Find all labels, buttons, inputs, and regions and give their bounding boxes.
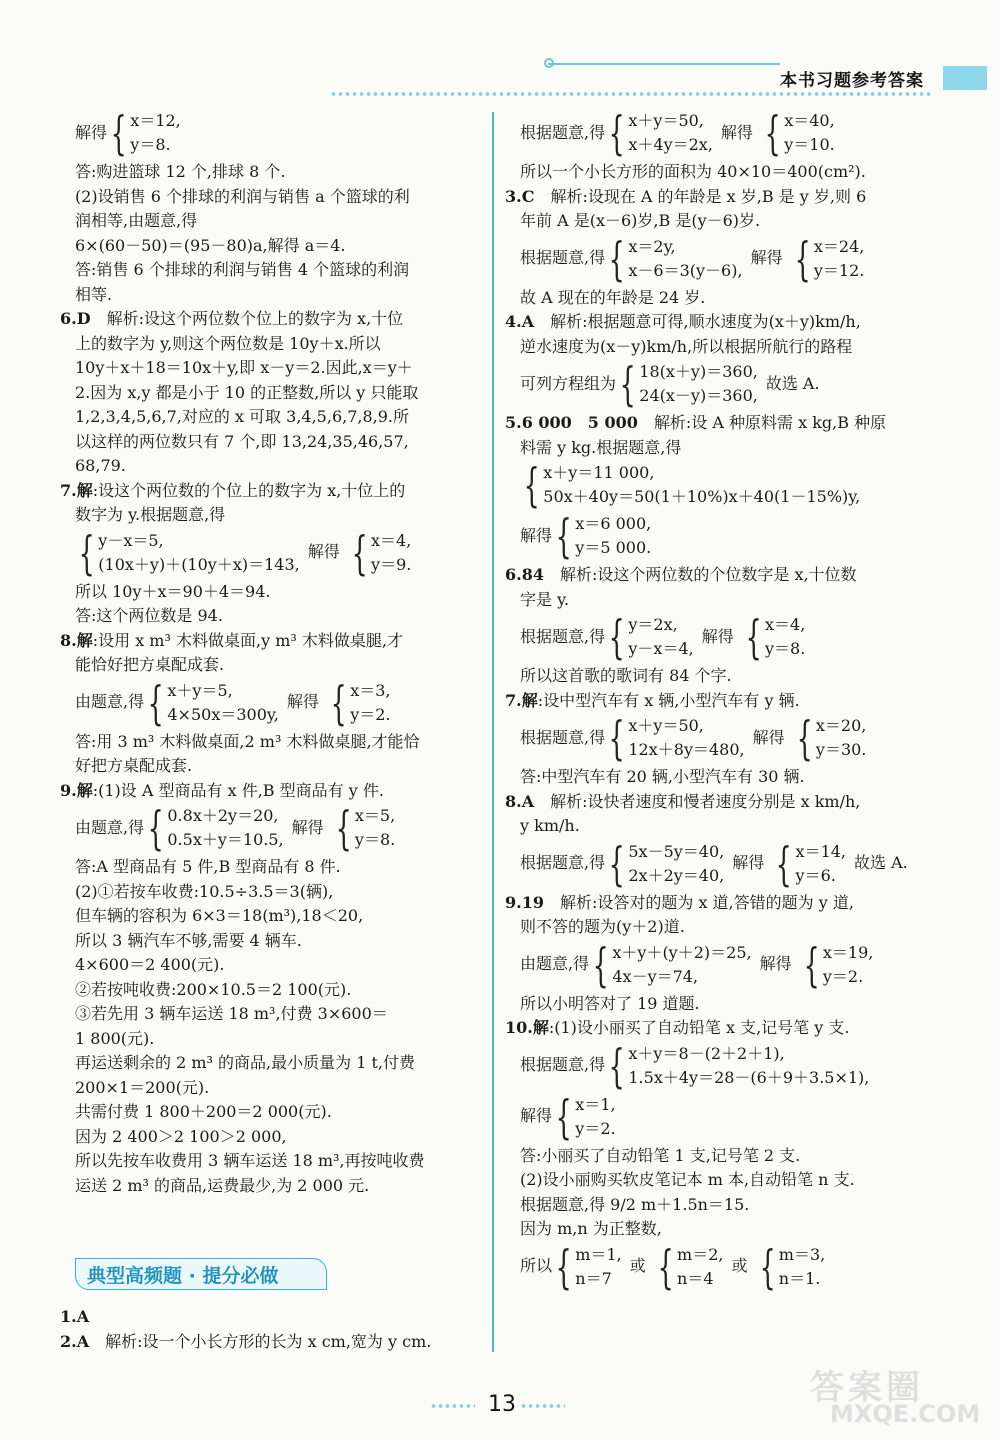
brace: { [775, 836, 792, 891]
equation-system: 根据题意,得 { 5x－5y＝40, 2x＋2y＝40, 解得 { x＝14, y＝6. 故选 A. [520, 836, 908, 891]
question-8: 8.解:设用 x m³ 木料做桌面,y m³ 木料做桌腿,才 [60, 630, 403, 650]
question-10: 10.解:(1)设小丽买了自动铅笔 x 支,记号笔 y 支. [505, 1018, 850, 1037]
question-6: 6.84 解析:设这个两位数的个位数字是 x,十位数 [505, 565, 857, 584]
question-6: 6.D 解析:设这个两位数个位上的数字为 x,十位 [60, 309, 404, 328]
section-title: 典型高频题 · 提分必做 [87, 1265, 279, 1287]
question-3: 3.C 解析:设现在 A 的年龄是 x 岁,B 是 y 岁,则 6 [505, 186, 867, 206]
equation-system: 所以 { m＝1, n＝7 或 { m＝2, n＝4 或 { m＝3, n＝1. [520, 1239, 826, 1294]
brace: { [147, 801, 164, 855]
brace: { [147, 675, 164, 730]
equation-system: 根据题意,得 { x＋y＝50, x＋4y＝2x, 解得 { x＝40, y＝10. [520, 106, 835, 160]
text-line: 6×(60－50)＝(95－80)a,解得 a＝4. [75, 235, 346, 255]
question-7: 7.解:设这个两位数的个位上的数字为 x,十位上的 [60, 480, 406, 500]
header-dotted-rule [330, 92, 930, 96]
brace: { [619, 357, 636, 411]
brace: { [608, 231, 625, 286]
equation-system: 根据题意,得 { x＝2y, x－6＝3(y－6), 解得 { x＝24, y＝12. [520, 231, 865, 286]
equation-system: 解得 { x＝6 000, y＝5 000. [520, 509, 652, 563]
brace: { [351, 525, 368, 580]
brace: { [555, 509, 572, 563]
brace: { [330, 675, 347, 730]
brace: { [555, 1239, 572, 1294]
equation-system: 可列方程组为 { 18(x＋y)＝360, 24(x－y)＝360, 故选 A. [520, 357, 820, 411]
header-ornament-line [548, 63, 780, 65]
brace: { [608, 610, 625, 664]
brace: { [796, 711, 813, 765]
equation-system: 根据题意,得 { y＝2x, y－x＝4, 解得 { x＝4, y＝8. [520, 610, 806, 664]
brace: { [608, 836, 625, 891]
brace: { [608, 1038, 625, 1093]
text-line: (2)设销售 6 个排球的利润与销售 a 个篮球的利 [75, 186, 410, 206]
brace: { [759, 1239, 776, 1294]
equation-system: 解得 { x＝1, y＝2. [520, 1089, 616, 1144]
page-number: 13 [488, 1392, 516, 1417]
question-9: 9.19 解析:设答对的题为 x 道,答错的题为 y 道, [505, 892, 854, 912]
text-line: 相等. [75, 284, 113, 304]
right-column: 根据题意,得 { x＋y＝50, x＋4y＝2x, 解得 { x＝40, y＝10. 所以一个小长方形的面积为 40×10＝400(cm²). 3.C 解析:设现在 A 的年龄是 x 岁,B 是 y 岁,则 6 年前 A 是(x－6)岁,B 是(y－6)岁. 根据题意,得 { x＝2y, x－6＝3(y－6), 解得 { x＝24, y＝12. 故 A 现在的年龄是 24 岁. 4.A 解析:根据题意可得,顺水速度为(x＋y)km/h, 逆水速度为(x－y)km/h,所以根据所航行的路程 可列方程组为 { 18(x＋y)＝360, 24(x－y)＝360, 故选 A. 5.6 000 5 000 解析:设 A 种原料需 x kg,B 种原 料需 y kg.根据题意,得 { x＋y＝11 000, 50x＋40y＝50(1＋10%)x＋40(1－15%)y, 解得 { x＝6 000, y＝5 000. 6.84 解析:设这个两位数的个位数字是 x,十位数 字是 y. 根据题意,得 { y＝2x, y－x＝4, 解得 { x＝4, y＝8. 所以这首歌的歌词有 84 个字. 7.解:设中型汽车有 x 辆,小型汽车有 y 辆. 根据题意,得 { x＋y＝50, 12x＋8y＝480, 解得 { x＝20, y＝30. 答:中型汽车有 20 辆,小型汽车有 30 辆. 8.A 解析:设快者速度和慢者速度分别是 x km/h, y km/h. 根据题意,得 { 5x－5y＝40, 2x＋2y＝40, 解得 { x＝14, y＝6. 故选 A. 9.19 解析:设答对的题为 x 道,答错的题为 y 道, 则不答的题为(y＋2)道. 由题意,得 { x＋y＋(y＋2)＝25, 4x－y＝74, 解得 { x＝19, y＝2. 所以小明答对了 19 道题. 10.解:(1)设小丽买了自动铅笔 x 支,记号笔 y 支. 根据题意,得 { x＋y＝8－(2＋2＋1), 1.5x＋4y＝28－(6＋9＋3.5×1), 解得 { x＝1, y＝2. 答:小丽买了自动铅笔 1 支,记号笔 2 支. (2)设小丽购买软皮笔记本 m 本,自动铅笔 n 支. 根据题意,得 9/2 m＋1.5n＝15. 因为 m,n 为正整数, 所以 { m＝1, n＝7 或 { m＝2, n＝4 或 { m＝3, n＝1. [505, 108, 945, 1294]
equation-system: 由题意,得 { 0.8x＋2y＝20, 0.5x＋y＝10.5, 解得 { x＝5, y＝8. [75, 801, 396, 855]
answer-1: 1.A [60, 1307, 90, 1326]
question-9: 9.解:(1)设 A 型商品有 x 件,B 型商品有 y 件. [60, 780, 384, 800]
equation-system: 根据题意,得 { x＋y＝8－(2＋2＋1), 1.5x＋4y＝28－(6＋9＋3.5×1), [520, 1038, 870, 1093]
brace: { [794, 231, 811, 286]
brace: { [657, 1239, 674, 1294]
answer-2: 2.A 解析:设一个小长方形的长为 x cm,宽为 y cm. [60, 1331, 432, 1351]
brace: { [764, 106, 781, 160]
question-5: 5.6 000 5 000 解析:设 A 种原料需 x kg,B 种原 [505, 413, 887, 432]
brace: { [335, 801, 352, 855]
equation-system: 根据题意,得 { x＋y＝50, 12x＋8y＝480, 解得 { x＝20, y＝30. [520, 711, 867, 765]
header-tab [780, 66, 945, 90]
brace: { [803, 937, 820, 992]
brace: { [110, 106, 127, 160]
equation-system: 由题意,得 { x＋y＝5, 4×50x＝300y, 解得 { x＝3, y＝2. [75, 675, 391, 730]
brace: { [555, 1089, 572, 1144]
page-number-ornament-left [430, 1404, 475, 1408]
question-4: 4.A 解析:根据题意可得,顺水速度为(x＋y)km/h, [505, 312, 861, 331]
brace: { [78, 525, 95, 580]
text-line: 润相等,由题意,得 [75, 211, 198, 230]
column-divider [492, 112, 494, 1352]
left-column: 解得 { x＝12, y＝8. 答:购进篮球 12 个,排球 8 个. (2)设销售 6 个排球的利润与销售 a 个篮球的利 润相等,由题意,得 6×(60－50)＝(95－80)a,解得 a＝4. 答:销售 6 个排球的利润与销售 4 个篮球的利润 相等. 6.D 解析:设这个两位数个位上的数字为 x,十位 上的数字为 y,则这个两位数是 10y＋x.所以 10y＋x＋18＝10x＋y,即 x－y＝2.因此,x＝y＋ 2.因为 x,y 都是小于 10 的正整数,所以 y 只能取 1,2,3,4,5,6,7,对应的 x 可取 3,4,5,6,7,8,9.所 以这样的两位数只有 7 个,即 13,24,35,46,57, 68,79. 7.解:设这个两位数的个位上的数字为 x,十位上的 数字为 y.根据题意,得 { y－x＝5, (10x＋y)＋(10y＋x)＝143, 解得 { x＝4, y＝9. 所以 10y＋x＝90＋4＝94. 答:这个两位数是 94. 8.解:设用 x m³ 木料做桌面,y m³ 木料做桌腿,才 能恰好把方桌配成套. 由题意,得 { x＋y＝5, 4×50x＝300y, 解得 { x＝3, y＝2. 答:用 3 m³ 木料做桌面,2 m³ 木料做桌腿,才能恰 好把方桌配成套. 9.解:(1)设 A 型商品有 x 件,B 型商品有 y 件. 由题意,得 { 0.8x＋2y＝20, 0.5x＋y＝10.5, 解得 { x＝5, y＝8. 答:A 型商品有 5 件,B 型商品有 8 件. (2)①若按车收费:10.5÷3.5＝3(辆), 但车辆的容积为 6×3＝18(m³),18＜20, 所以 3 辆汽车不够,需要 4 辆车. 4×600＝2 400(元). ②若按吨收费:200×10.5＝2 100(元). ③若先用 3 辆车运送 18 m³,付费 3×600＝ 1 800(元). 再运送剩余的 2 m³ 的商品,最小质量为 1 t,付费 200×1＝200(元). 共需付费 1 800＋200＝2 000(元). 因为 2 400＞2 100＞2 000, 所以先按车收费用 3 辆车运送 18 m³,再按吨收费 运送 2 m³ 的商品,运费最少,为 2 000 元. [60, 108, 485, 1198]
section-banner [75, 1258, 335, 1292]
brace: { [608, 106, 625, 160]
equation-system: { y－x＝5, (10x＋y)＋(10y＋x)＝143, 解得 { x＝4, y＝9. [78, 525, 412, 580]
header-color-bar [943, 66, 987, 90]
brace: { [523, 458, 540, 512]
equation-system: 由题意,得 { x＋y＋(y＋2)＝25, 4x－y＝74, 解得 { x＝19, y＝2. [520, 937, 874, 992]
question-7: 7.解:设中型汽车有 x 辆,小型汽车有 y 辆. [505, 690, 800, 710]
page-number-ornament-right [520, 1404, 565, 1408]
question-8: 8.A 解析:设快者速度和慢者速度分别是 x km/h, [505, 791, 861, 811]
answer-list [60, 1305, 431, 1354]
equation-system: 解得 { x＝12, y＝8. [75, 106, 181, 160]
text-line: 答:购进篮球 12 个,排球 8 个. [75, 162, 286, 181]
text-line: 答:销售 6 个排球的利润与销售 4 个篮球的利润 [75, 260, 410, 279]
header-title: 本书习题参考答案 [780, 71, 924, 91]
brace: { [745, 610, 762, 664]
brace: { [608, 711, 625, 765]
equation-system: { x＋y＝11 000, 50x＋40y＝50(1＋10%)x＋40(1－15%)y, [523, 458, 861, 512]
brace: { [592, 937, 609, 992]
watermark-logo: 答案圈 MXQE.COM [810, 1368, 981, 1428]
